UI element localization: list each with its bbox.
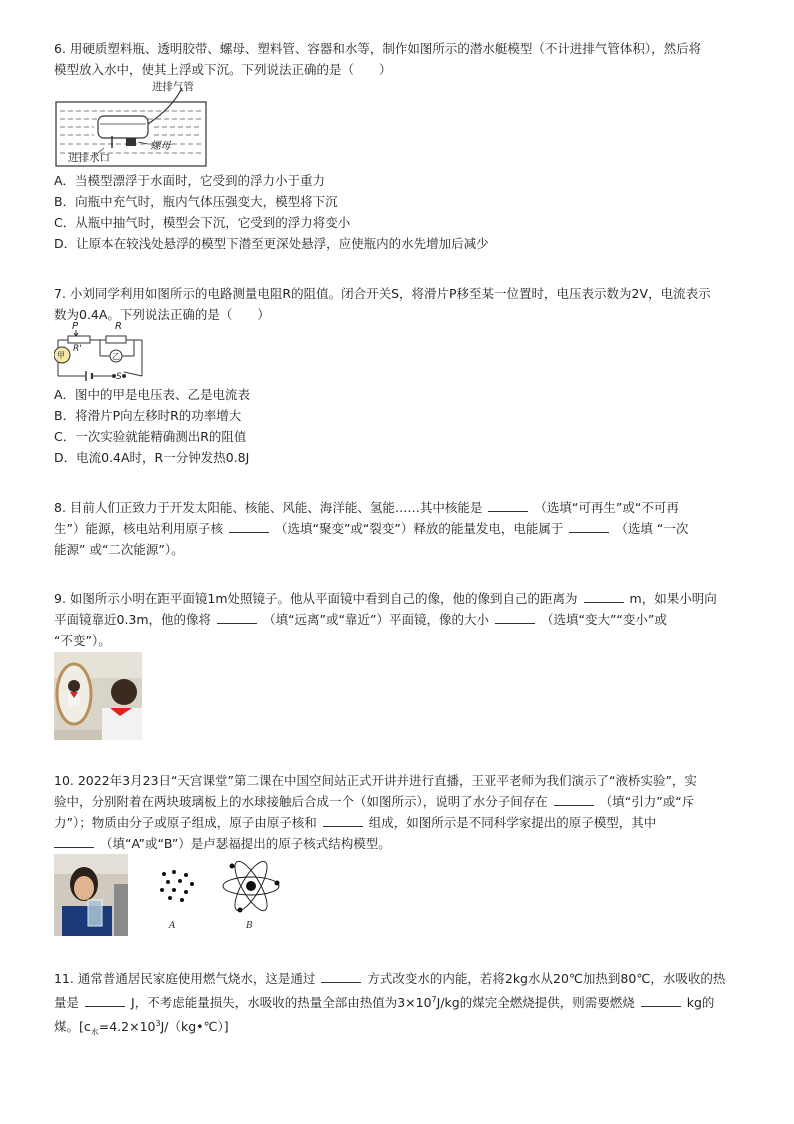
q11-text-9: J/（kg•℃）] — [160, 1019, 229, 1035]
q9-blank-2[interactable] — [217, 611, 257, 624]
question-11 — [54, 968, 744, 1043]
q11-text-3: 量是 — [54, 995, 80, 1011]
label-inlet: 进排水口 — [68, 152, 110, 164]
label-nut: 螺母 — [150, 140, 171, 152]
q6-stem-line2: 模型放入水中，使其上浮或下沉。下列说法正确的是（ ） — [54, 62, 392, 77]
nut — [126, 138, 136, 146]
liquid-bridge-photo — [54, 854, 128, 936]
glass-plates — [88, 900, 102, 926]
q6-option-a[interactable]: A．当模型漂浮于水面时，它受到的浮力小于重力 — [54, 173, 326, 188]
q9-text-3: 平面镜靠近0.3m，他的像将 — [54, 612, 212, 627]
label-r-prime: R' — [73, 344, 82, 354]
question-8 — [54, 497, 744, 560]
mirror-photo — [54, 652, 142, 740]
q8-text-1: 8. 目前人们正致力于开发太阳能、核能、风能、海洋能、氢能……其中核能是 — [54, 500, 483, 515]
atom-model-b — [220, 852, 284, 936]
q11-text-7: 煤。[c — [54, 1019, 91, 1035]
q11-sub-water: 水 — [90, 1027, 99, 1037]
q6-option-c[interactable]: C．从瓶中抽气时，模型会下沉，它受到的浮力将变小 — [54, 215, 351, 230]
q11-text-2: 方式改变水的内能，若将2kg水从20℃加热到80℃，水吸收的热 — [367, 971, 726, 986]
q9-blank-1[interactable] — [584, 590, 624, 603]
nucleus — [246, 881, 256, 891]
q10-blank-1[interactable] — [554, 793, 594, 806]
q11-text-5: J/kg的煤完全燃烧提供，则需要燃烧 — [436, 995, 635, 1011]
question-10 — [54, 770, 744, 854]
q7-stem-line1: 7. 小刘同学利用如图所示的电路测量电阻R的阻值。闭合开关S，将滑片P移至某一位置时，电压表示数为2V，电流表示 — [54, 286, 711, 301]
resistor — [106, 336, 126, 343]
q8-blank-2[interactable] — [229, 520, 269, 533]
q8-text-3: 生”）能源，核电站利用原子核 — [54, 521, 223, 536]
q11-text-6: kg的 — [686, 995, 715, 1011]
bottle — [98, 116, 148, 138]
q10-text-1: 10. 2022年3月23日“天宫课堂”第二课在中国空间站正式开讲并进行直播，王亚平老师为我们演示了“液桥实验”，实 — [54, 773, 697, 788]
q8-text-5: （选填 “一次 — [615, 521, 689, 536]
q10-text-3: （填“引力”或“斥 — [599, 794, 695, 809]
q8-blank-1[interactable] — [488, 499, 528, 512]
q9-blank-3[interactable] — [495, 611, 535, 624]
atom-model-a — [152, 864, 202, 934]
q11-exp-7: 7 — [431, 995, 437, 1004]
q10-text-5: 组成，如图所示是不同科学家提出的原子模型，其中 — [368, 815, 657, 830]
q7-options — [54, 384, 744, 468]
q9-text-4: （填“远离”或“靠近”）平面镜，像的大小 — [263, 612, 489, 627]
q7-option-d[interactable]: D．电流0.4A时，R一分钟发热0.8J — [54, 450, 250, 465]
q6-stem-line1: 6. 用硬质塑料瓶、透明胶带、螺母、塑料管、容器和水等，制作如图所示的潜水艇模型（不计进排气管体积），然后将 — [54, 41, 702, 56]
label-yi: 乙 — [112, 352, 120, 361]
q9-text-6: “不变”）。 — [54, 633, 111, 648]
q11-text-1: 11. 通常普通居民家庭使用燃气烧水，这是通过 — [54, 971, 316, 986]
q11-text-4: J，不考虑能量损失，水吸收的热量全部由热值为3×10 — [131, 995, 432, 1011]
q10-text-2: 验中，分别附着在两块玻璃板上的水球接触后合成一个（如图所示），说明了水分子间存在 — [54, 794, 548, 809]
q9-text-1: 9. 如图所示小明在距平面镜1m处照镜子。他从平面镜中看到自己的像，他的像到自己的距离为 — [54, 591, 578, 606]
teacher-face — [74, 876, 94, 900]
q7-option-c[interactable]: C．一次实验就能精确测出R的阻值 — [54, 429, 247, 444]
caption-a: A — [169, 921, 176, 931]
q8-text-6: 能源” 或“二次能源”）。 — [54, 542, 184, 557]
q7-option-a[interactable]: A．图中的甲是电压表、乙是电流表 — [54, 387, 251, 402]
q8-text-2: （选填“可再生”或“不可再 — [534, 500, 679, 515]
rheostat — [68, 336, 90, 343]
q10-text-4: 力”）；物质由分子或原子组成，原子由原子核和 — [54, 815, 317, 830]
q10-text-6: （填“A”或“B”）是卢瑟福提出的原子核式结构模型。 — [100, 836, 391, 851]
question-6 — [54, 38, 744, 80]
q11-exp-3: 3 — [155, 1019, 161, 1029]
teacher-uniform — [62, 906, 112, 936]
q8-blank-3[interactable] — [569, 520, 609, 533]
q9-text-5: （选填“变大”“变小”或 — [540, 612, 667, 627]
q8-text-4: （选填“聚变”或“裂变”）释放的能量发电，电能属于 — [274, 521, 564, 536]
q11-blank-1[interactable] — [321, 970, 361, 983]
label-jia: 甲 — [57, 351, 65, 360]
label-p: P — [72, 321, 79, 332]
caption-b: B — [246, 921, 253, 931]
q6-option-d[interactable]: D．让原本在较浅处悬浮的模型下潜至更深处悬浮，应使瓶内的水先增加后减少 — [54, 236, 489, 251]
boy-head — [111, 679, 137, 705]
q11-blank-2[interactable] — [85, 994, 125, 1007]
q6-option-b[interactable]: B．向瓶中充气时，瓶内气体压强变大，模型将下沉 — [54, 194, 338, 209]
question-7 — [54, 283, 744, 325]
label-r: R — [115, 321, 122, 332]
q11-blank-3[interactable] — [641, 994, 681, 1007]
q10-blank-2[interactable] — [323, 814, 363, 827]
question-9 — [54, 588, 744, 651]
label-air-pipe: 进排气管 — [152, 81, 194, 93]
q10-blank-3[interactable] — [54, 835, 94, 848]
q7-stem-line2: 数为0.4A。下列说法正确的是（ ） — [54, 307, 270, 322]
circuit-figure — [54, 322, 154, 384]
q9-text-2: m，如果小明向 — [629, 591, 717, 606]
q11-text-8: =4.2×10 — [98, 1019, 156, 1035]
label-s: S — [116, 372, 122, 382]
q7-option-b[interactable]: B．将滑片P向左移时R的功率增大 — [54, 408, 242, 423]
q6-options — [54, 170, 744, 254]
